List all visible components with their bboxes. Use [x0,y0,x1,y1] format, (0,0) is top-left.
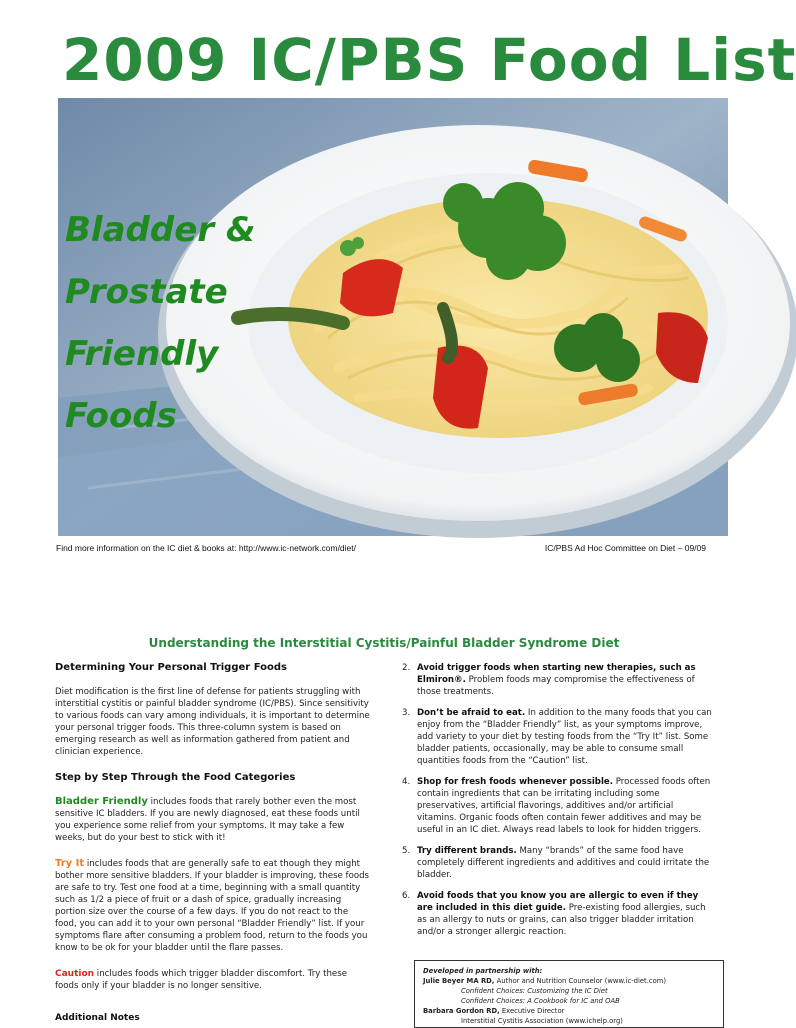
tip-title: Avoid trigger foods when starting new therapies, such as Elmiron®. [417,663,696,685]
hero-headline [65,210,256,461]
list-number: 6. [402,891,411,901]
tip-text: Problem foods may compromise the effectiveness of those treatments. [417,675,695,697]
left-column [55,662,371,1023]
text-try-it: includes foods that are generally safe to eat though they might bother more sensitive bladders. If your bladder is improving, these foods are safe to try. Test one food at a time, beginning with a small quantity such as 1/2 a piece of fruit or a dash of spice, gradually increasing portion size over the course of a few days. If you do not react to the food, you can add it to your own personal “Bladder Friendly” list. If your symptoms flare after consuming a problem food, return to the foods you know to be ok for your bladder until the flare passes. [55,859,370,953]
partner-1 [423,976,715,986]
partner-1-name: Julie Beyer MA RD, [423,977,495,985]
list-number: 2. [402,663,411,673]
partner-2-org: Interstitial Cystitis Association (www.ichelp.org) [461,1017,623,1025]
tip-title: Avoid foods that you know you are allergic to even if they are included in this diet guide. [417,891,699,913]
subheading-food-categories: Step by Step Through the Food Categories [55,772,296,783]
partner-1-book-2: Confident Choices: A Cookbook for IC and OAB [461,997,620,1005]
partner-1-role: Author and Nutrition Counselor (www.ic-diet.com) [494,977,667,985]
tip-title: Don’t be afraid to eat. [417,708,526,718]
list-number: 5. [402,846,411,856]
label-caution: Caution [55,969,95,979]
subheading-trigger-foods: Determining Your Personal Trigger Foods [55,662,287,673]
tip-text: Processed foods often contain ingredients that can be irritating including some preservatives, artificial flavorings, additives and/or artificial vitamins. Organic foods often contain fewer additives and may be useful in an IC diet. Always read labels to look for hidden triggers. [417,777,711,835]
hero-line-3: Friendly [65,334,219,374]
list-number: 4. [402,777,411,787]
label-bladder-friendly: Bladder Friendly [55,796,148,807]
paragraph-try-it [55,858,371,954]
tip-title: Try different brands. [417,846,517,856]
list-item [388,890,714,938]
page-title: 2009 IC/PBS Food List [62,26,796,94]
hero-website: ic-network.com [60,604,254,630]
partner-2 [423,1006,715,1016]
list-item [388,662,714,698]
text-caution: includes foods which trigger bladder discomfort. Try these foods only if your bladder is no longer sensitive. [55,969,347,991]
list-item [388,776,714,836]
partner-box [414,960,724,1028]
partner-1-book-1: Confident Choices: Customizing the IC Diet [461,987,608,995]
tip-text: Many “brands” of the same food have completely different ingredients and additives and could irritate the bladder. [417,846,710,880]
paragraph-intro: Diet modification is the first line of defense for patients struggling with interstitial cystitis or painful bladder syndrome (IC/PBS). Since sensitivity to various foods can vary among individuals, it is important to determine your personal trigger foods. This three-column system is based on emerging research as well as information gathered from patient and clinician experience. [55,687,370,757]
hero-line-2: Prostate [65,272,228,312]
hero-line-4: Foods [65,396,177,436]
list-item [388,845,714,881]
partner-2-name: Barbara Gordon RD, [423,1007,500,1015]
list-number: 3. [402,708,411,718]
text-bladder-friendly: includes foods that rarely bother even the most sensitive IC bladders. If you are newly diagnosed, eat these foods until you experience some relief from your symptoms. It may take a few weeks, but do your best to stick with it! [55,797,360,843]
list-item [388,707,714,767]
paragraph-caution [55,968,371,992]
partner-heading: Developed in partnership with: [423,967,543,975]
label-try-it: Try It [55,858,85,869]
hero-line-1: Bladder & [65,210,256,250]
cut-off-heading: Additional Notes [55,1013,140,1023]
partner-2-role: Executive Director [499,1007,565,1015]
section-heading: Understanding the Interstitial Cystitis/Painful Bladder Syndrome Diet [148,636,620,650]
tips-list [388,662,714,938]
footnote-info-link: Find more information on the IC diet & books at: http://www.ic-network.com/diet/ [56,543,356,553]
tip-text: Pre-existing food allergies, such as an allergy to nuts or grains, can also trigger bladder irritation and/or a stronger allergic reaction. [417,903,706,937]
footnote-committee: IC/PBS Ad Hoc Committee on Diet – 09/09 [544,543,706,553]
right-column [388,662,714,947]
tip-text: In addition to the many foods that you can enjoy from the “Bladder Friendly” list, as your symptoms improve, add variety to your diet by testing foods from the “Try It” list. Some bladder patients, occasionally, may be able to consume small quantities foods from the “Caution” list. [417,708,712,766]
paragraph-bladder-friendly [55,796,371,844]
tip-title: Shop for fresh foods whenever possible. [417,777,613,787]
